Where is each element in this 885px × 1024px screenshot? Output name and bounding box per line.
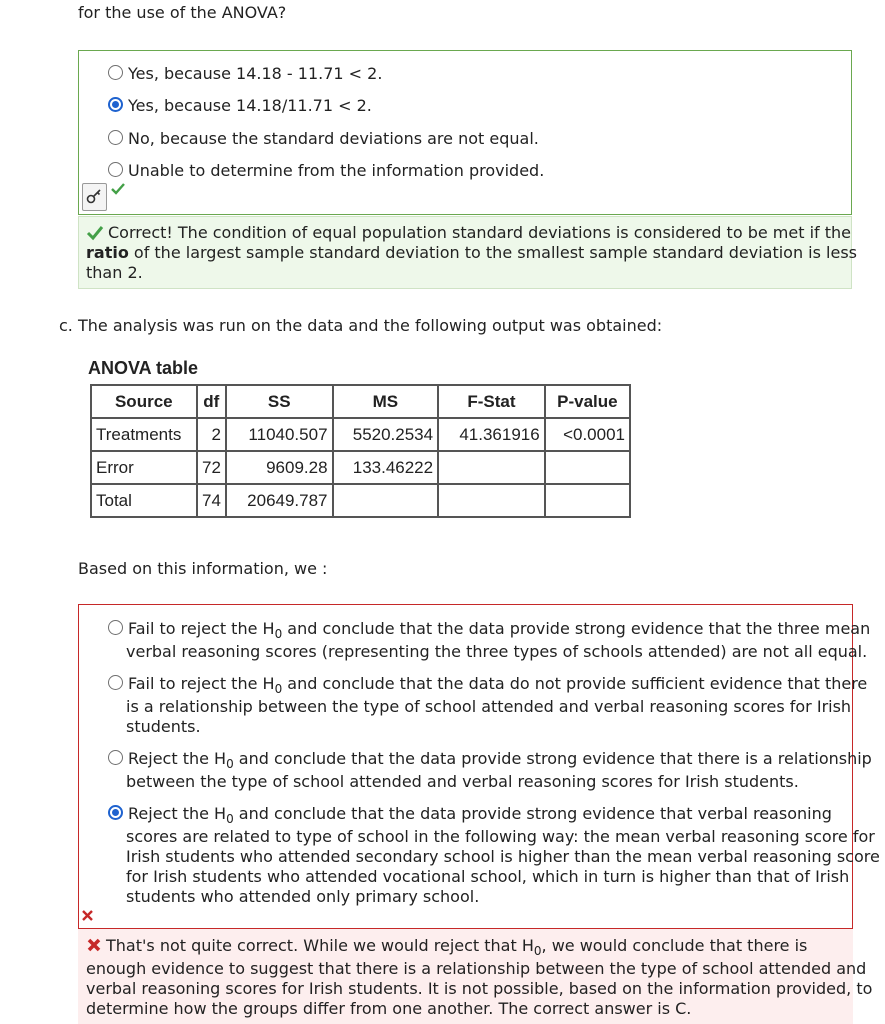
header-source: Source: [91, 385, 197, 418]
cell-pvalue: [545, 451, 630, 484]
radio-b-option-1[interactable]: [108, 65, 123, 80]
x-icon: [86, 937, 102, 953]
header-df: df: [197, 385, 226, 418]
feedback-incorrect-text-a: That's not quite correct. While we would reject that H: [106, 936, 534, 955]
radio-b-option-4[interactable]: [108, 162, 123, 177]
option-c-4-text-b: and conclude that the data provide strong evidence that verbal reasoning: [233, 804, 832, 823]
feedback-correct-line1: Correct! The condition of equal population standard deviations is considered to be met if the: [108, 223, 851, 242]
cell-df: 72: [197, 451, 226, 484]
header-fstat: F-Stat: [438, 385, 545, 418]
feedback-incorrect-line2: enough evidence to suggest that there is a relationship between the type of school attended and: [86, 959, 867, 978]
anova-header-row: [91, 385, 630, 418]
option-c-4-line1[interactable]: [128, 804, 832, 826]
option-c-2-text-a: Fail to reject the H: [128, 674, 275, 693]
key-icon[interactable]: [82, 183, 107, 211]
option-c-3-line2[interactable]: between the type of school attended and verbal reasoning scores for Irish students.: [126, 772, 799, 791]
subscript-0: 0: [533, 944, 542, 958]
cell-fstat: [438, 484, 545, 517]
table-row: [91, 451, 630, 484]
cell-ms: 5520.2534: [333, 418, 439, 451]
question-c-intro: c. The analysis was run on the data and the following output was obtained:: [59, 316, 663, 335]
option-c-2-line2[interactable]: is a relationship between the type of school attended and verbal reasoning scores for Irish: [126, 697, 852, 716]
option-c-2-text-b: and conclude that the data do not provide sufficient evidence that there: [282, 674, 868, 693]
option-b-2-label[interactable]: Yes, because 14.18/11.71 < 2.: [128, 96, 372, 115]
feedback-bold-ratio: ratio: [86, 243, 129, 262]
option-c-4-text-a: Reject the H: [128, 804, 227, 823]
feedback-incorrect-line4: determine how the groups differ from one another. The correct answer is C.: [86, 999, 692, 1018]
cell-pvalue: [545, 484, 630, 517]
feedback-incorrect-line3: verbal reasoning scores for Irish students. It is not possible, based on the information provided, to: [86, 979, 873, 998]
radio-c-option-3[interactable]: [108, 750, 123, 765]
radio-b-option-2[interactable]: [108, 97, 123, 112]
cell-ms: 133.46222: [333, 451, 439, 484]
anova-table-title: ANOVA table: [88, 358, 199, 378]
option-c-1-text-a: Fail to reject the H: [128, 619, 275, 638]
option-c-2-line3[interactable]: students.: [126, 717, 201, 736]
header-ms: MS: [333, 385, 439, 418]
feedback-line2-rest: of the largest sample standard deviation to the smallest sample standard deviation is less: [128, 243, 857, 262]
option-c-3-line1[interactable]: [128, 749, 872, 771]
subscript-0: 0: [226, 757, 234, 771]
feedback-incorrect-line1: [106, 936, 808, 958]
option-c-1-line2[interactable]: verbal reasoning scores (representing the three types of schools attended) are not all equal.: [126, 642, 868, 661]
subscript-0: 0: [274, 682, 283, 696]
cell-ss: 11040.507: [226, 418, 333, 451]
feedback-correct-line2: [86, 243, 857, 262]
option-c-4-line5[interactable]: students who attended only primary school.: [126, 887, 480, 906]
check-icon: [86, 225, 104, 241]
option-c-1-line1[interactable]: [128, 619, 871, 641]
radio-c-option-4[interactable]: [108, 805, 123, 820]
subscript-0: 0: [226, 812, 234, 826]
option-c-4-line2[interactable]: scores are related to type of school in the following way: the mean verbal reasoning score for: [126, 827, 875, 846]
header-pvalue: P-value: [545, 385, 630, 418]
option-c-2-line1[interactable]: [128, 674, 868, 696]
anova-table: [90, 384, 631, 518]
based-on-text: Based on this information, we :: [78, 559, 328, 578]
cell-fstat: [438, 451, 545, 484]
table-row: [91, 484, 630, 517]
option-c-1-text-b: and conclude that the data provide strong evidence that the three mean: [282, 619, 871, 638]
feedback-incorrect-text-b: , we would conclude that there is: [541, 936, 808, 955]
cell-pvalue: <0.0001: [545, 418, 630, 451]
cell-source: Treatments: [91, 418, 197, 451]
radio-c-option-1[interactable]: [108, 620, 123, 635]
option-c-3-text-a: Reject the H: [128, 749, 227, 768]
option-b-4-label[interactable]: Unable to determine from the information provided.: [128, 161, 545, 180]
cell-df: 2: [197, 418, 226, 451]
option-c-4-line3[interactable]: Irish students who attended secondary school is higher than the mean verbal reasoning score: [126, 847, 880, 866]
option-c-4-line4[interactable]: for Irish students who attended vocational school, which in turn is higher than that of Irish: [126, 867, 850, 886]
option-b-3-label[interactable]: No, because the standard deviations are not equal.: [128, 129, 539, 148]
correct-check-icon: [110, 182, 126, 196]
cell-ss: 9609.28: [226, 451, 333, 484]
question-prompt-tail: for the use of the ANOVA?: [78, 3, 287, 22]
feedback-correct-line3: than 2.: [86, 263, 143, 282]
cell-source: Error: [91, 451, 197, 484]
incorrect-x-icon: [81, 909, 94, 922]
cell-fstat: 41.361916: [438, 418, 545, 451]
option-c-3-text-b: and conclude that the data provide strong evidence that there is a relationship: [233, 749, 872, 768]
cell-df: 74: [197, 484, 226, 517]
radio-c-option-2[interactable]: [108, 675, 123, 690]
subscript-0: 0: [274, 627, 283, 641]
header-ss: SS: [226, 385, 333, 418]
table-row: [91, 418, 630, 451]
cell-ss: 20649.787: [226, 484, 333, 517]
cell-source: Total: [91, 484, 197, 517]
option-b-1-label[interactable]: Yes, because 14.18 - 11.71 < 2.: [128, 64, 383, 83]
radio-b-option-3[interactable]: [108, 130, 123, 145]
cell-ms: [333, 484, 439, 517]
